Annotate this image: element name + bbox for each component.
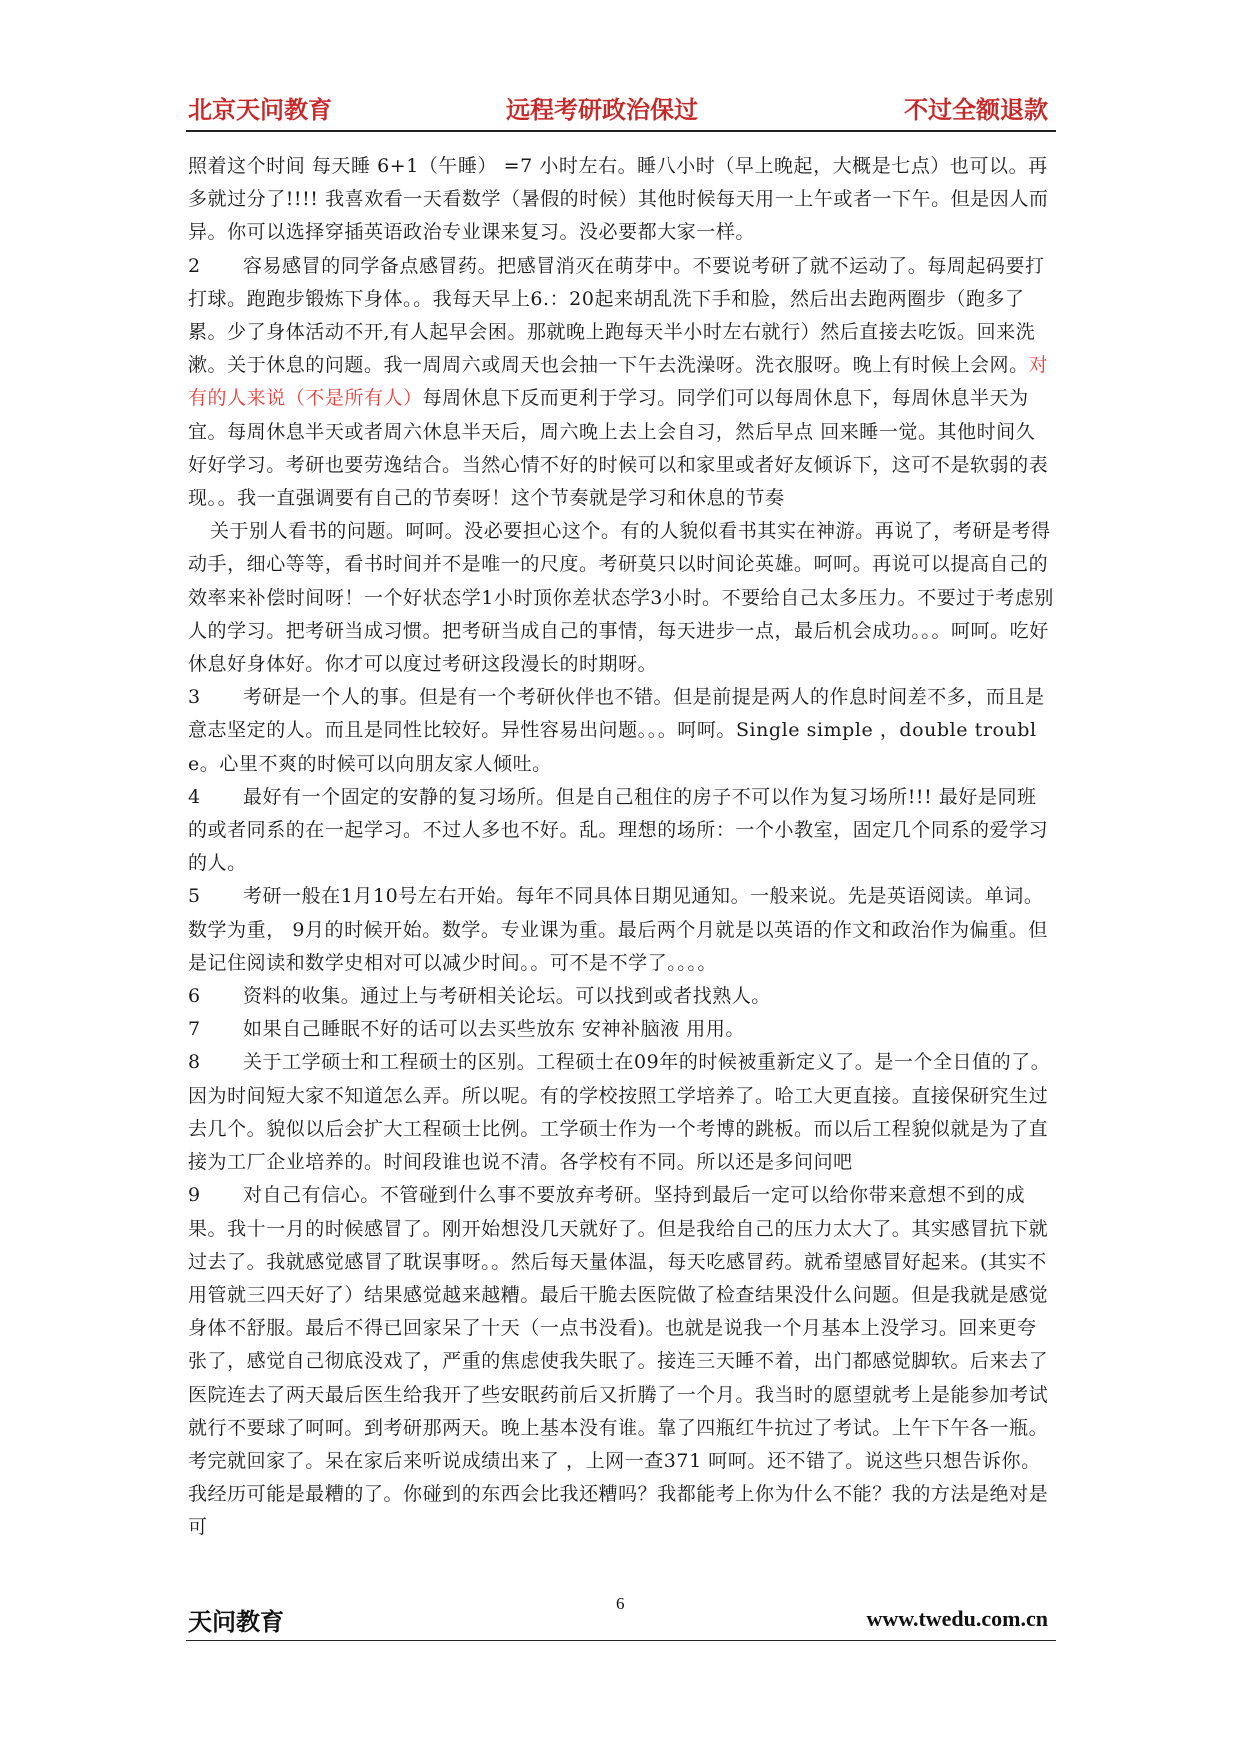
paragraph-text: 关于工学硕士和工程硕士的区别。工程硕士在09年的时候被重新定义了。是一个全日值的了。因为时间短大家不知道怎么弄。所以呢。有的学校按照工学培养了。哈工大更直接。直接保研究生过去几个。貌似以后会扩大工程硕士比例。工学硕士作为一个考博的跳板。而以后工程貌似就是为了直接为工厂企业培养的。时间段谁也说不清。各学校有不同。所以还是多问问吧 [188,1051,1051,1174]
paragraph-number: 7 [188,1018,201,1041]
paragraph-intro: 照着这个时间 每天睡 6+1（午睡） =7 小时左右。睡八小时（早上晚起，大概是七点）也可以。再多就过分了!!!! 我喜欢看一天看数学（暑假的时候）其他时候每天用一上午或者一下午。但是因人而异。你可以选择穿插英语政治专业课来复习。没必要都大家一样。 [188,155,1049,244]
paragraph-6 [188,980,1054,1013]
paragraph-8 [188,1046,1054,1179]
paragraph-number: 9 [188,1184,201,1207]
paragraph-text: 对自己有信心。不管碰到什么事不要放弃考研。坚持到最后一定可以给你带来意想不到的成果。我十一月的时候感冒了。刚开始想没几天就好了。但是我给自己的压力太大了。其实感冒抗下就过去了。我就感觉感冒了耽误事呀。。然后每天量体温，每天吃感冒药。就希望感冒好起来。(其实不用管就三四天好了）结果感觉越来越糟。最后干脆去医院做了检查结果没什么问题。但是我就是感觉身体不舒服。最后不得已回家呆了十天（一点书没看)。也就是说我一个月基本上没学习。回来更夸张了，感觉自己彻底没戏了，严重的焦虑使我失眠了。接连三天睡不着，出门都感觉脚软。后来去了医院连去了两天最后医生给我开了些安眠药前后又折腾了一个月。我当时的愿望就考上是能参加考试就行不要球了呵呵。到考研那两天。晚上基本没有谁。靠了四瓶红牛抗过了考试。上午下午各一瓶。考完就回家了。呆在家后来听说成绩出来了 ，上网一查371 呵呵。还不错了。说这些只想告诉你。我经历可能是最糟的了。你碰到的东西会比我还糟吗？我都能考上你为什么不能？我的方法是绝对是可 [188,1184,1049,1539]
highlighted-text: 对有的人来说（不是所有人） [188,354,1049,410]
header-left-title: 北京天问教育 [188,95,332,124]
header-divider [186,130,1056,132]
paragraph-7 [188,1013,1054,1046]
page-header [186,84,1056,136]
body-text [188,150,1054,1545]
paragraph-3 [188,681,1054,781]
footer-divider [186,1640,1056,1641]
footer-brand: 天问教育 [188,1607,284,1636]
paragraph-number: 3 [188,686,201,709]
paragraph-text: 容易感冒的同学备点感冒药。把感冒消灭在萌芽中。不要说考研了就不运动了。每周起码要打打球。跑跑步锻炼下身体。。我每天早上6.：20起来胡乱洗下手和脸，然后出去跑两圈步（跑多了累。少了身体活动不开,有人起早会困。那就晚上跑每天半小时左右就行）然后直接去吃饭。回来洗漱。关于休息的问题。我一周周六或周天也会抽一下午去洗澡呀。洗衣服呀。晚上有时候上会网。 [188,254,1045,377]
header-center-title: 远程考研政治保过 [506,95,698,124]
paragraph-number: 5 [188,885,201,908]
footer-url[interactable]: www.twedu.com.cn [866,1606,1048,1631]
paragraph-number: 2 [188,254,201,277]
paragraph-text: 如果自己睡眠不好的话可以去买些放东 安神补脑液 用用。 [243,1018,745,1041]
paragraph-text: 每周休息下反而更利于学习。同学们可以每周休息下，每周休息半天为宜。每周休息半天或者周六休息半天后，周六晚上去上会自习，然后早点 回来睡一觉。其他时间久好好学习。考研也要劳逸结合。当然心情不好的时候可以和家里或者好友倾诉下，这可不是软弱的表现。。我一直强调要有自己的节奏呀！这个节奏就是学习和休息的节奏 [188,387,1049,510]
paragraph-text: 考研一般在1月10号左右开始。每年不同具体日期见通知。一般来说。先是英语阅读。单词。数学为重， 9月的时候开始。数学。专业课为重。最后两个月就是以英语的作文和政治作为偏重。但是记住阅读和数学史相对可以减少时间。。可不是不学了。。。。 [188,885,1048,974]
paragraph-text: 考研是一个人的事。但是有一个考研伙伴也不错。但是前提是两人的作息时间差不多，而且是意志坚定的人。而且是同性比较好。异性容易出问题。。。呵呵。Single simple ，double trouble。心里不爽的时候可以向朋友家人倾吐。 [188,686,1045,775]
paragraph-text: 最好有一个固定的安静的复习场所。但是自己租住的房子不可以作为复习场所!!! 最好是同班的或者同系的在一起学习。不过人多也不好。乱。理想的场所：一个小教室，固定几个同系的爱学习的人。 [188,785,1049,875]
paragraph-2 [188,250,1054,516]
paragraph-others-study: 关于别人看书的问题。呵呵。没必要担心这个。有的人貌似看书其实在神游。再说了，考研是考得动手，细心等等，看书时间并不是唯一的尺度。考研莫只以时间论英雄。呵呵。再说可以提高自己的效率来补偿时间呀！一个好状态学1小时顶你差状态学3小时。不要给自己太多压力。不要过于考虑别人的学习。把考研当成习惯。把考研当成自己的事情，每天进步一点，最后机会成功。。。呵呵。吃好休息好身体好。你才可以度过考研这段漫长的时期呀。 [188,520,1054,676]
paragraph-number: 8 [188,1051,201,1074]
paragraph-number: 6 [188,985,201,1008]
paragraph-number: 4 [188,785,201,808]
page-footer [186,1594,1056,1644]
paragraph-4 [188,781,1054,881]
paragraph-5 [188,880,1054,980]
paragraph-text: 资料的收集。通过上与考研相关论坛。可以找到或者找熟人。 [243,985,771,1008]
page-number: 6 [616,1594,625,1613]
paragraph-9 [188,1179,1054,1544]
header-right-title: 不过全额退款 [904,95,1048,124]
